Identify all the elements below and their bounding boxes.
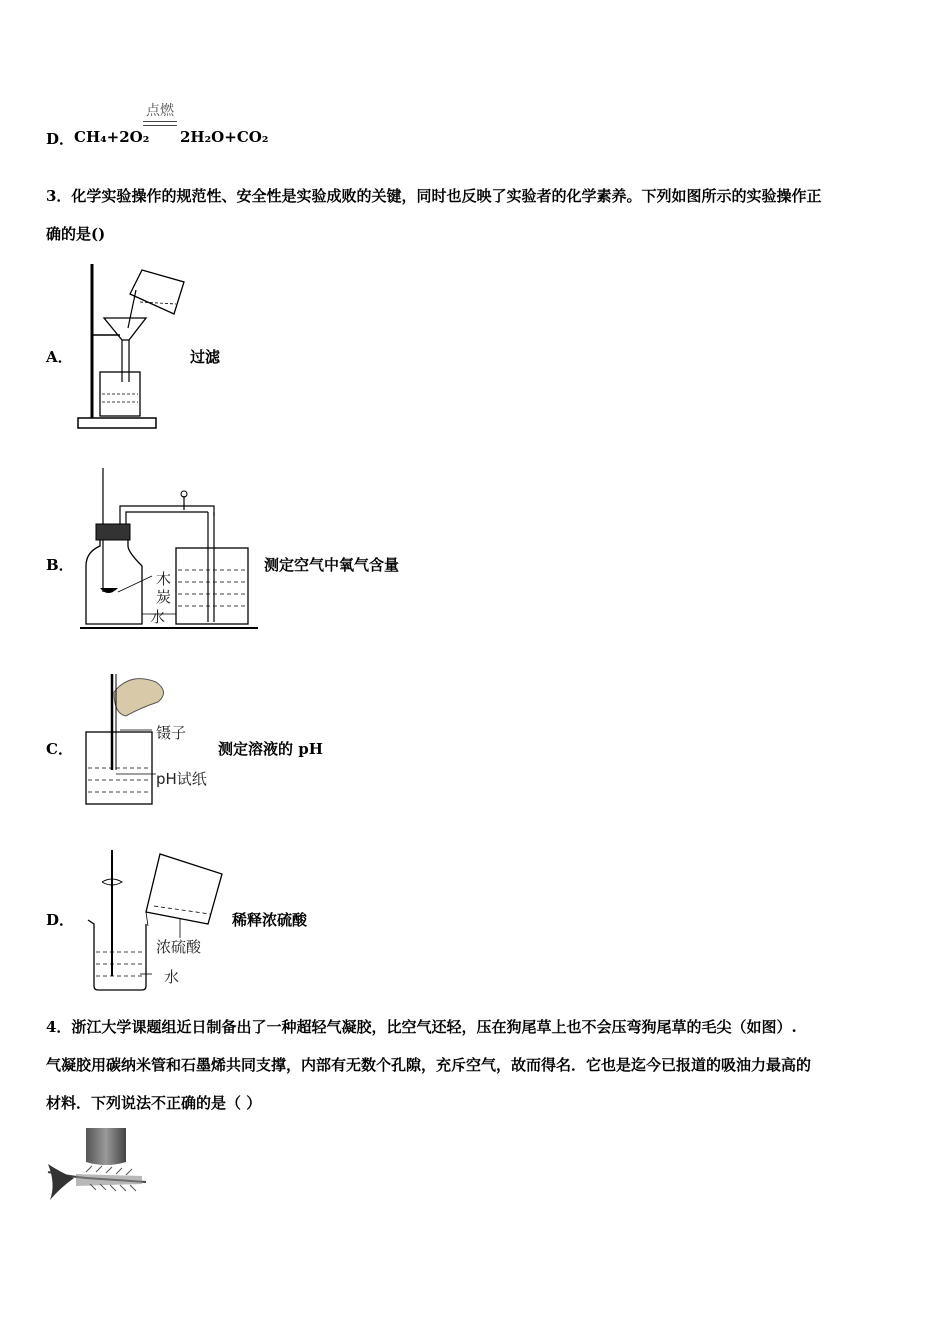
option-d-caption: 稀释浓硫酸 [232, 911, 308, 929]
filtration-diagram [74, 262, 194, 432]
connecting-tube [120, 506, 214, 524]
aerogel-photo [46, 1124, 150, 1202]
combustion-spoon-icon [100, 588, 118, 593]
question-4-line-1: 4．浙江大学课题组近日制备出了一种超轻气凝胶，比空气还轻，压在狗尾草上也不会压弯狗尾草的毛尖（如图）. [46, 1018, 797, 1036]
stand-base [78, 418, 156, 428]
label-charcoal-2: 炭 [156, 588, 172, 606]
equation-rhs: 2H₂O+CO₂ [180, 128, 269, 146]
question-4-line-2: 气凝胶用碳纳米管和石墨烯共同支撑，内部有无数个孔隙，充斥空气，故而得名．它也是迄今已报道的吸油力最高的 [46, 1056, 812, 1074]
label-ph-paper: pH试纸 [156, 770, 207, 788]
prev-option-d-letter: D． [46, 130, 75, 148]
equation-equals-sign [143, 121, 177, 126]
label-water-b: 水 [150, 608, 166, 626]
label-tweezers: 镊子 [156, 724, 187, 742]
option-b-letter: B． [46, 556, 74, 574]
dilution-diagram [84, 848, 230, 996]
question-3-line-1: 3．化学实验操作的规范性、安全性是实验成败的关键，同时也反映了实验者的化学素养。下列如图所示的实验操作正 [46, 187, 822, 205]
question-3-line-2: 确的是() [46, 225, 106, 243]
label-conc-sulfuric-acid: 浓硫酸 [156, 938, 202, 956]
label-charcoal-1: 木 [156, 570, 172, 588]
water-beaker-icon [176, 548, 248, 624]
option-c-caption: 测定溶液的 pH [218, 740, 323, 758]
hand-icon [114, 679, 164, 716]
aerogel-block-icon [86, 1128, 126, 1165]
option-c-letter: C． [46, 740, 73, 758]
option-d-letter: D． [46, 911, 75, 929]
equation-condition: 点燃 [146, 103, 174, 119]
pouring-beaker-icon [130, 270, 184, 314]
gas-bottle-icon [86, 540, 142, 624]
water-beaker-d-icon [88, 920, 146, 990]
option-a-caption: 过滤 [190, 348, 221, 366]
question-4-line-3: 材料．下列说法不正确的是（ ） [46, 1094, 262, 1112]
stopper-icon [96, 524, 130, 540]
grass-leaf-icon [48, 1164, 74, 1200]
label-water-d: 水 [164, 968, 180, 986]
option-b-caption: 测定空气中氧气含量 [264, 556, 400, 574]
acid-beaker-icon [146, 854, 222, 924]
oxygen-content-diagram [80, 466, 260, 632]
equation-lhs: CH₄+2O₂ [74, 128, 150, 146]
option-a-letter: A． [46, 348, 73, 366]
funnel-icon [104, 318, 146, 340]
